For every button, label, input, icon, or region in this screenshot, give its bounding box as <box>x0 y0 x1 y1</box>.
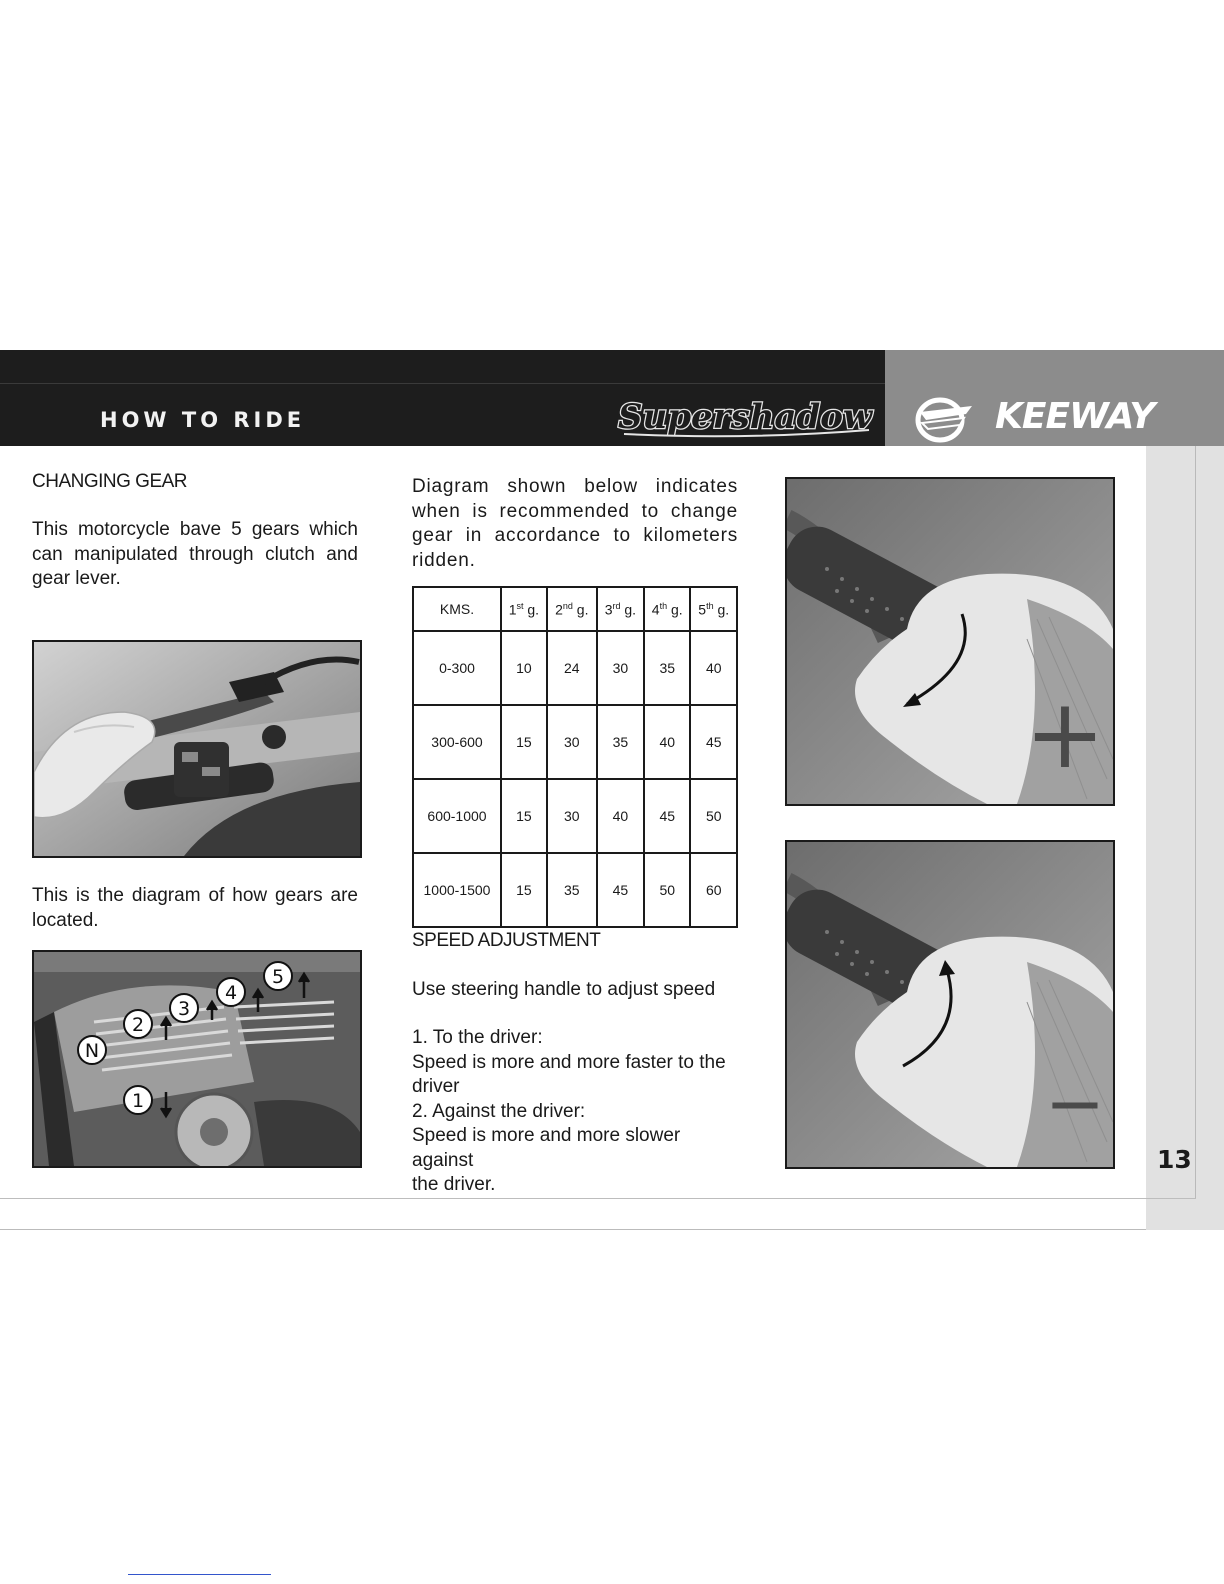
gear-marker-4 <box>217 978 245 1006</box>
brand-name: KEEWAY <box>995 396 1155 437</box>
throttle-accelerate-photo <box>785 477 1115 806</box>
header-rule <box>0 383 885 384</box>
table-cell: 35 <box>547 853 597 927</box>
speed-adjustment-intro: Use steering handle to adjust speed <box>412 979 716 1000</box>
throttle-decelerate-photo <box>785 840 1115 1169</box>
side-strip-divider <box>1195 383 1196 1198</box>
table-cell: 45 <box>597 853 644 927</box>
gear-marker-1 <box>124 1086 152 1114</box>
table-cell: 30 <box>547 705 597 779</box>
list-item-line: Speed is more and more faster to the <box>412 1051 726 1073</box>
table-row <box>413 705 737 779</box>
changing-gear-intro <box>32 518 358 592</box>
header-kms: KMS. <box>413 587 501 631</box>
svg-text:−: − <box>1044 1061 1106 1145</box>
table-cell: 35 <box>597 705 644 779</box>
gear-diagram-photo <box>32 950 362 1168</box>
svg-text:2: 2 <box>131 1014 145 1036</box>
caption-line: This is the diagram of how gears are <box>32 885 358 906</box>
section-title: HOW TO RIDE <box>100 408 306 432</box>
table-header-row <box>413 587 737 631</box>
table-cell: 300-600 <box>413 705 501 779</box>
gear-marker-5 <box>264 962 292 990</box>
table-cell: 35 <box>644 631 690 705</box>
gear-marker-2 <box>124 1010 152 1038</box>
table-cell: 0-300 <box>413 631 501 705</box>
list-item-title: 1. To the driver: <box>412 1027 543 1048</box>
intro-line: when is recommended to change <box>412 500 738 522</box>
header-gear-4: 4th g. <box>644 587 690 631</box>
list-item-title: 2. Against the driver: <box>412 1100 586 1122</box>
table-cell: 45 <box>644 779 690 853</box>
intro-line: gear in accordance to kilometers <box>412 525 738 546</box>
svg-text:+: + <box>1024 678 1106 790</box>
side-strip <box>1146 446 1224 1230</box>
plus-symbol <box>1025 678 1105 790</box>
changing-gear-heading: CHANGING GEAR <box>32 471 188 492</box>
intro-line: can manipulated through clutch and <box>32 543 358 565</box>
footer-divider <box>0 1198 1196 1199</box>
table-cell: 45 <box>690 705 737 779</box>
header-gear-3: 3rd g. <box>597 587 644 631</box>
list-item-line: driver <box>412 1076 460 1097</box>
table-cell: 24 <box>547 631 597 705</box>
table-cell: 1000-1500 <box>413 853 501 927</box>
header-gear-5: 5th g. <box>690 587 737 631</box>
header-gear-2: 2nd g. <box>547 587 597 631</box>
gear-marker-neutral <box>78 1036 106 1064</box>
clutch-lever-photo <box>32 640 362 858</box>
svg-text:5: 5 <box>271 966 285 988</box>
intro-line: Diagram shown below indicates <box>412 476 738 497</box>
gear-marker-3 <box>170 994 198 1022</box>
table-cell: 10 <box>501 631 547 705</box>
model-logo-text: Supershadow <box>618 397 873 437</box>
gear-diagram-caption <box>32 884 358 933</box>
list-item-line: Speed is more and more slower against <box>412 1125 681 1171</box>
table-row <box>413 631 737 705</box>
table-cell: 15 <box>501 779 547 853</box>
gear-change-table <box>412 586 738 928</box>
table-cell: 40 <box>597 779 644 853</box>
page-number: 13 <box>1157 1145 1192 1174</box>
table-cell: 15 <box>501 853 547 927</box>
table-cell: 50 <box>644 853 690 927</box>
list-item-line: the driver. <box>412 1174 496 1195</box>
speed-adjustment-list <box>412 1026 742 1198</box>
header-gear-1: 1st g. <box>501 587 547 631</box>
model-logo <box>614 392 876 440</box>
speed-adjustment-heading: SPEED ADJUSTMENT <box>412 930 601 951</box>
intro-line: gear lever. <box>32 568 121 589</box>
svg-text:1: 1 <box>131 1090 145 1112</box>
table-row <box>413 853 737 927</box>
table-cell: 60 <box>705 882 722 898</box>
minus-symbol <box>1045 1061 1105 1145</box>
svg-text:N: N <box>84 1040 100 1062</box>
svg-text:4: 4 <box>224 982 238 1004</box>
footer-rule <box>128 1574 271 1575</box>
intro-line: ridden. <box>412 549 476 571</box>
svg-text:3: 3 <box>177 998 191 1020</box>
table-cell: 15 <box>501 705 547 779</box>
table-cell: 40 <box>644 705 690 779</box>
table-cell: 40 <box>690 631 737 705</box>
caption-line: located. <box>32 909 99 931</box>
intro-line: This motorcycle bave 5 gears which <box>32 519 358 540</box>
keeway-emblem-icon <box>912 390 978 446</box>
table-cell: 600-1000 <box>413 779 501 853</box>
table-row <box>413 779 737 853</box>
table-cell: 30 <box>597 631 644 705</box>
table-cell: 50 <box>690 779 737 853</box>
gear-table-intro <box>412 475 738 573</box>
table-cell: 30 <box>547 779 597 853</box>
